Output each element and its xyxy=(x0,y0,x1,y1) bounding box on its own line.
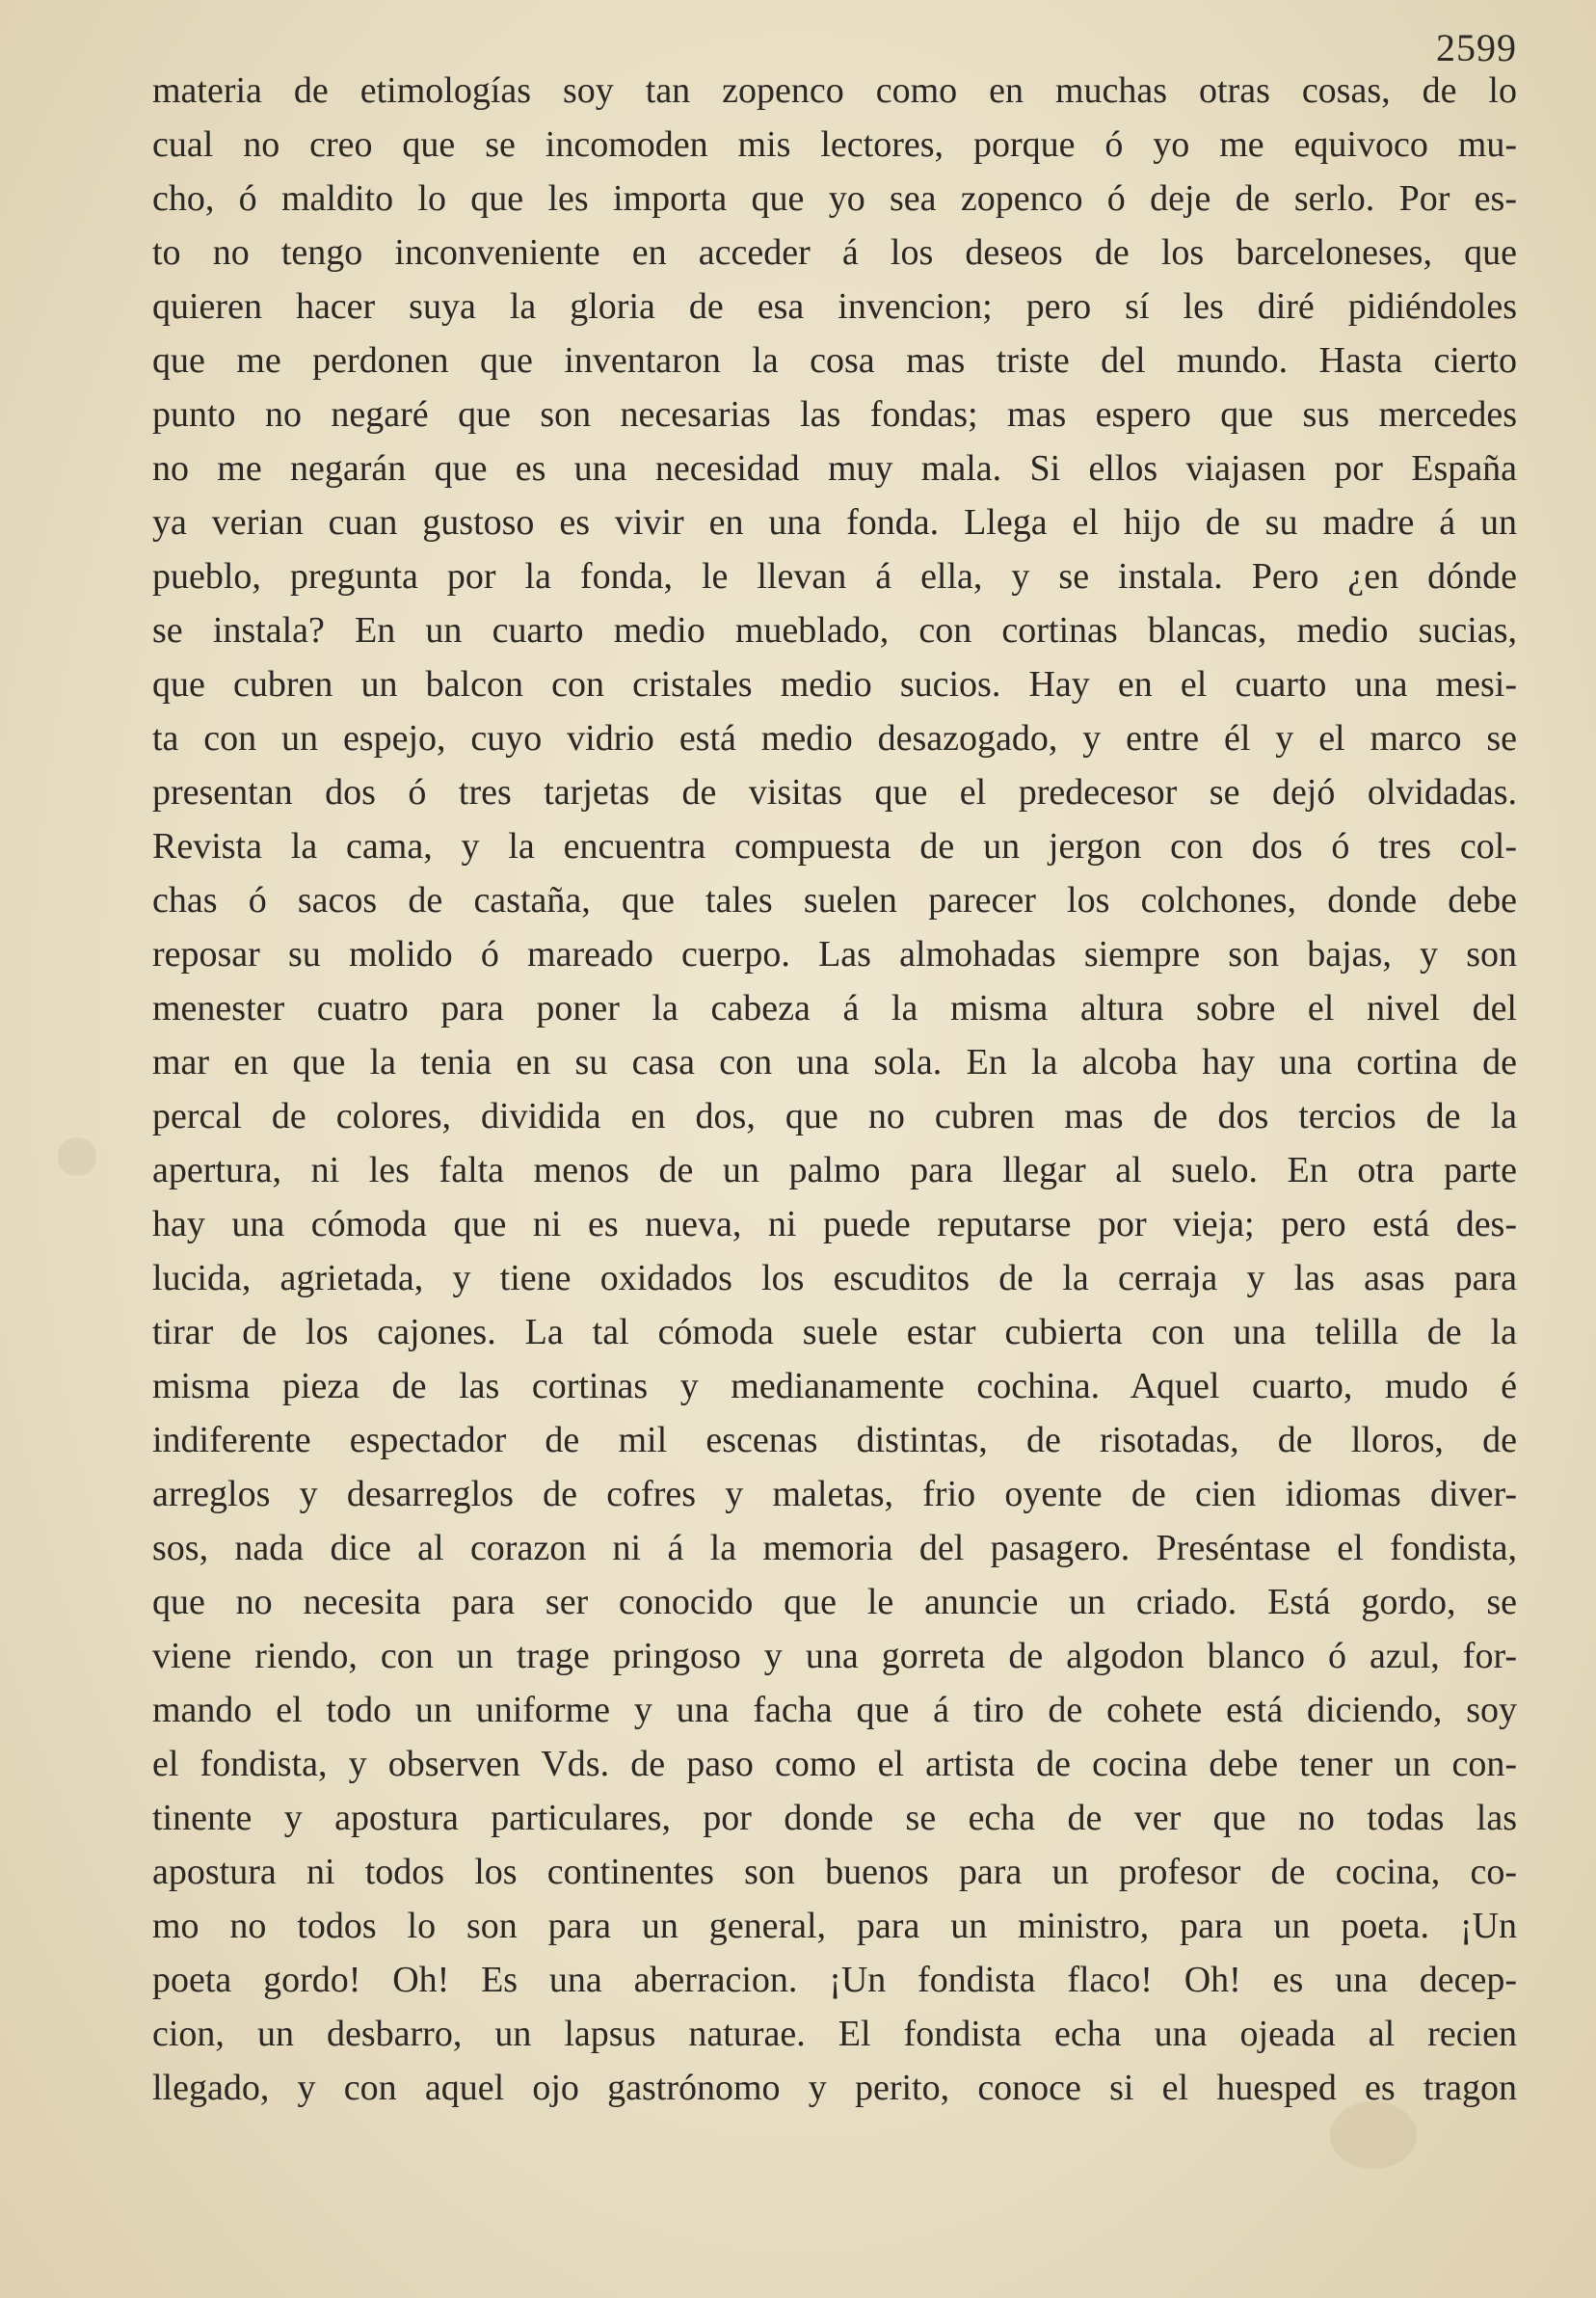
paper-stain xyxy=(58,1137,96,1176)
text-line: ya verian cuan gustoso es vivir en una fonda. Llega el hijo de su madre á un xyxy=(152,502,1517,543)
text-line: apostura ni todos los continentes son buenos para un profesor de cocina, co- xyxy=(152,1852,1517,1892)
text-line: menester cuatro para poner la cabeza á la misma altura sobre el nivel del xyxy=(152,988,1517,1029)
text-line: lucida, agrietada, y tiene oxidados los escuditos de la cerraja y las asas para xyxy=(152,1258,1517,1298)
text-line: que cubren un balcon con cristales medio sucios. Hay en el cuarto una mesi- xyxy=(152,664,1517,705)
text-line: que no necesita para ser conocido que le anuncie un criado. Está gordo, se xyxy=(152,1582,1517,1622)
text-line: que me perdonen que inventaron la cosa mas triste del mundo. Hasta cierto xyxy=(152,340,1517,381)
text-line: viene riendo, con un trage pringoso y una gorreta de algodon blanco ó azul, for- xyxy=(152,1636,1517,1676)
text-line: tirar de los cajones. La tal cómoda suele estar cubierta con una telilla de la xyxy=(152,1312,1517,1352)
text-line: misma pieza de las cortinas y medianamente cochina. Aquel cuarto, mudo é xyxy=(152,1366,1517,1406)
text-line: presentan dos ó tres tarjetas de visitas que el predecesor se dejó olvidadas. xyxy=(152,772,1517,813)
text-line: se instala? En un cuarto medio mueblado, con cortinas blancas, medio sucias, xyxy=(152,610,1517,651)
text-line: to no tengo inconveniente en acceder á los deseos de los barceloneses, que xyxy=(152,232,1517,273)
text-line: sos, nada dice al corazon ni á la memoria del pasagero. Preséntase el fondista, xyxy=(152,1528,1517,1568)
text-line: mar en que la tenia en su casa con una sola. En la alcoba hay una cortina de xyxy=(152,1042,1517,1082)
text-line: pueblo, pregunta por la fonda, le llevan á ella, y se instala. Pero ¿en dónde xyxy=(152,556,1517,597)
text-line: ta con un espejo, cuyo vidrio está medio desazogado, y entre él y el marco se xyxy=(152,718,1517,759)
text-line: tinente y apostura particulares, por donde se echa de ver que no todas las xyxy=(152,1798,1517,1838)
text-line: llegado, y con aquel ojo gastrónomo y perito, conoce si el huesped es tragon xyxy=(152,2068,1517,2108)
page-number: 2599 xyxy=(1436,26,1517,69)
text-line: chas ó sacos de castaña, que tales suelen parecer los colchones, donde debe xyxy=(152,880,1517,921)
text-line: cual no creo que se incomoden mis lectores, porque ó yo me equivoco mu- xyxy=(152,124,1517,165)
text-line: percal de colores, dividida en dos, que no cubren mas de dos tercios de la xyxy=(152,1096,1517,1136)
text-line: apertura, ni les falta menos de un palmo para llegar al suelo. En otra parte xyxy=(152,1150,1517,1190)
text-line: arreglos y desarreglos de cofres y maletas, frio oyente de cien idiomas diver- xyxy=(152,1474,1517,1514)
text-line: quieren hacer suya la gloria de esa invencion; pero sí les diré pidiéndoles xyxy=(152,286,1517,327)
text-line: no me negarán que es una necesidad muy mala. Si ellos viajasen por España xyxy=(152,448,1517,489)
text-line: Revista la cama, y la encuentra compuesta de un jergon con dos ó tres col- xyxy=(152,826,1517,867)
text-line: indiferente espectador de mil escenas distintas, de risotadas, de lloros, de xyxy=(152,1420,1517,1460)
text-line: mando el todo un uniforme y una facha que á tiro de cohete está diciendo, soy xyxy=(152,1690,1517,1730)
text-line: poeta gordo! Oh! Es una aberracion. ¡Un fondista flaco! Oh! es una decep- xyxy=(152,1960,1517,2000)
text-line: punto no negaré que son necesarias las fondas; mas espero que sus mercedes xyxy=(152,394,1517,435)
text-line: hay una cómoda que ni es nueva, ni puede reputarse por vieja; pero está des- xyxy=(152,1204,1517,1244)
text-line: cho, ó maldito lo que les importa que yo sea zopenco ó deje de serlo. Por es- xyxy=(152,178,1517,219)
text-line: materia de etimologías soy tan zopenco como en muchas otras cosas, de lo xyxy=(152,70,1517,111)
text-line: reposar su molido ó mareado cuerpo. Las almohadas siempre son bajas, y son xyxy=(152,934,1517,975)
body-text xyxy=(152,64,1517,2115)
text-line: el fondista, y observen Vds. de paso como el artista de cocina debe tener un con- xyxy=(152,1744,1517,1784)
text-line: cion, un desbarro, un lapsus naturae. El fondista echa una ojeada al recien xyxy=(152,2014,1517,2054)
text-line: mo no todos lo son para un general, para un ministro, para un poeta. ¡Un xyxy=(152,1906,1517,1946)
